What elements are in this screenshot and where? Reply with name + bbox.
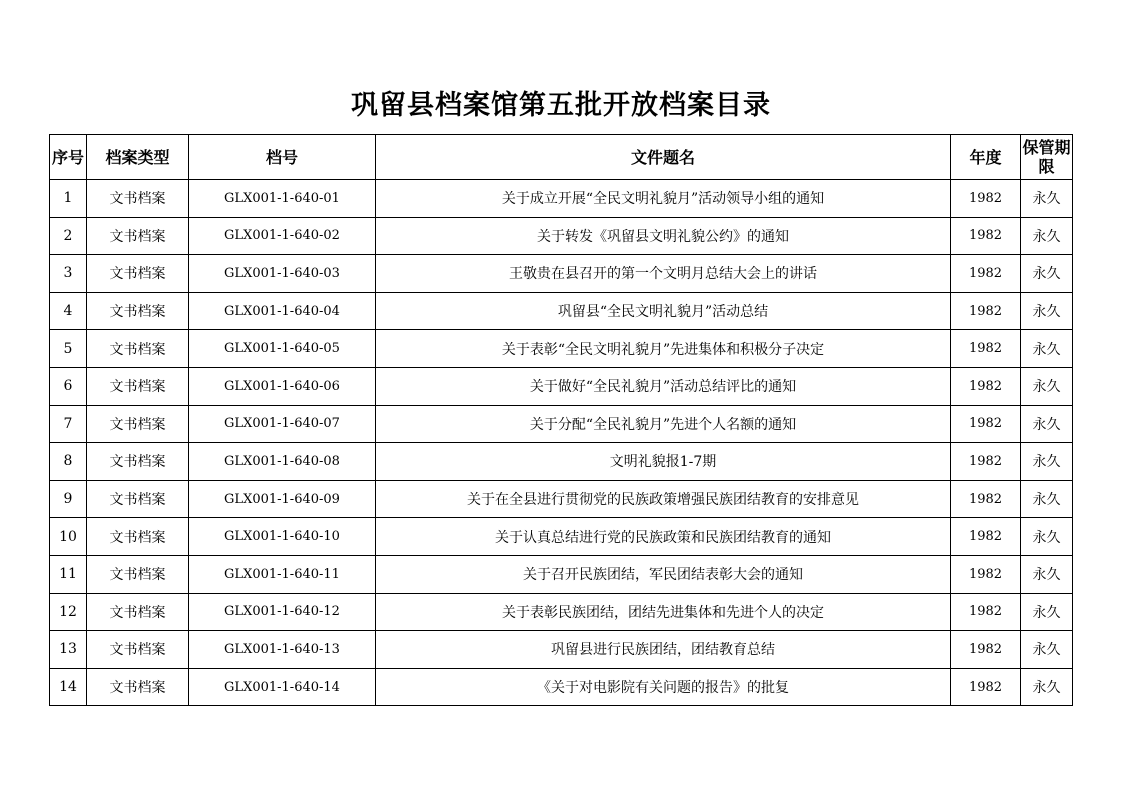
cell-seq: 10 [50,518,87,556]
cell-code: GLX001-1-640-03 [189,255,376,293]
table-row [50,443,1073,481]
cell-seq: 14 [50,668,87,706]
table-row [50,255,1073,293]
cell-retention: 永久 [1021,518,1073,556]
cell-type: 文书档案 [87,631,189,669]
cell-code: GLX001-1-640-10 [189,518,376,556]
cell-code: GLX001-1-640-05 [189,330,376,368]
cell-type: 文书档案 [87,480,189,518]
cell-year: 1982 [951,518,1021,556]
cell-retention: 永久 [1021,668,1073,706]
cell-type: 文书档案 [87,593,189,631]
cell-retention: 永久 [1021,631,1073,669]
cell-doc-title: 关于表彰“全民文明礼貌月”先进集体和积极分子决定 [376,330,951,368]
cell-retention: 永久 [1021,330,1073,368]
cell-seq: 8 [50,443,87,481]
cell-doc-title: 关于召开民族团结，军民团结表彰大会的通知 [376,555,951,593]
cell-year: 1982 [951,255,1021,293]
cell-seq: 12 [50,593,87,631]
cell-retention: 永久 [1021,217,1073,255]
cell-code: GLX001-1-640-08 [189,443,376,481]
cell-doc-title: 关于表彰民族团结，团结先进集体和先进个人的决定 [376,593,951,631]
page-title: 巩留县档案馆第五批开放档案目录 [351,90,771,121]
cell-year: 1982 [951,443,1021,481]
cell-doc-title: 关于转发《巩留县文明礼貌公约》的通知 [376,217,951,255]
cell-retention: 永久 [1021,255,1073,293]
cell-year: 1982 [951,367,1021,405]
cell-year: 1982 [951,631,1021,669]
cell-type: 文书档案 [87,292,189,330]
cell-code: GLX001-1-640-12 [189,593,376,631]
cell-seq: 5 [50,330,87,368]
cell-doc-title: 关于在全县进行贯彻党的民族政策增强民族团结教育的安排意见 [376,480,951,518]
cell-retention: 永久 [1021,405,1073,443]
cell-year: 1982 [951,180,1021,218]
cell-doc-title: 文明礼貌报1-7期 [376,443,951,481]
header-seq: 序号 [50,135,87,180]
cell-seq: 2 [50,217,87,255]
cell-type: 文书档案 [87,405,189,443]
cell-retention: 永久 [1021,593,1073,631]
cell-year: 1982 [951,555,1021,593]
cell-retention: 永久 [1021,555,1073,593]
cell-type: 文书档案 [87,217,189,255]
cell-year: 1982 [951,217,1021,255]
table-row [50,668,1073,706]
cell-year: 1982 [951,405,1021,443]
header-year: 年度 [951,135,1021,180]
cell-doc-title: 关于成立开展“全民文明礼貌月”活动领导小组的通知 [376,180,951,218]
table-row [50,518,1073,556]
cell-seq: 4 [50,292,87,330]
header-code: 档号 [189,135,376,180]
cell-code: GLX001-1-640-01 [189,180,376,218]
cell-seq: 11 [50,555,87,593]
cell-doc-title: 王敬贵在县召开的第一个文明月总结大会上的讲话 [376,255,951,293]
cell-seq: 6 [50,367,87,405]
cell-code: GLX001-1-640-13 [189,631,376,669]
cell-retention: 永久 [1021,180,1073,218]
cell-doc-title: 巩留县进行民族团结，团结教育总结 [376,631,951,669]
cell-code: GLX001-1-640-06 [189,367,376,405]
cell-type: 文书档案 [87,555,189,593]
cell-year: 1982 [951,593,1021,631]
cell-code: GLX001-1-640-04 [189,292,376,330]
cell-doc-title: 巩留县“全民文明礼貌月”活动总结 [376,292,951,330]
cell-year: 1982 [951,292,1021,330]
cell-type: 文书档案 [87,668,189,706]
cell-type: 文书档案 [87,180,189,218]
table-row [50,330,1073,368]
cell-doc-title: 关于分配“全民礼貌月”先进个人名额的通知 [376,405,951,443]
table-row [50,593,1073,631]
cell-retention: 永久 [1021,367,1073,405]
cell-type: 文书档案 [87,255,189,293]
cell-type: 文书档案 [87,367,189,405]
cell-doc-title: 关于做好“全民礼貌月”活动总结评比的通知 [376,367,951,405]
cell-doc-title: 《关于对电影院有关问题的报告》的批复 [376,668,951,706]
cell-year: 1982 [951,668,1021,706]
cell-type: 文书档案 [87,518,189,556]
table-row [50,480,1073,518]
cell-retention: 永久 [1021,480,1073,518]
table-row [50,180,1073,218]
table-header-row [50,135,1073,180]
header-doc-title: 文件题名 [376,135,951,180]
table-row [50,555,1073,593]
table-row [50,631,1073,669]
cell-type: 文书档案 [87,330,189,368]
cell-seq: 3 [50,255,87,293]
table-body [50,180,1073,706]
table-row [50,217,1073,255]
cell-code: GLX001-1-640-09 [189,480,376,518]
cell-type: 文书档案 [87,443,189,481]
cell-year: 1982 [951,330,1021,368]
cell-code: GLX001-1-640-11 [189,555,376,593]
cell-seq: 9 [50,480,87,518]
cell-retention: 永久 [1021,292,1073,330]
cell-doc-title: 关于认真总结进行党的民族政策和民族团结教育的通知 [376,518,951,556]
cell-retention: 永久 [1021,443,1073,481]
table-row [50,367,1073,405]
cell-seq: 1 [50,180,87,218]
cell-seq: 13 [50,631,87,669]
table-row [50,292,1073,330]
cell-year: 1982 [951,480,1021,518]
cell-code: GLX001-1-640-02 [189,217,376,255]
cell-seq: 7 [50,405,87,443]
cell-code: GLX001-1-640-07 [189,405,376,443]
header-type: 档案类型 [87,135,189,180]
archive-catalog-table [49,134,1073,706]
header-retention: 保管期限 [1021,135,1073,180]
table-row [50,405,1073,443]
cell-code: GLX001-1-640-14 [189,668,376,706]
